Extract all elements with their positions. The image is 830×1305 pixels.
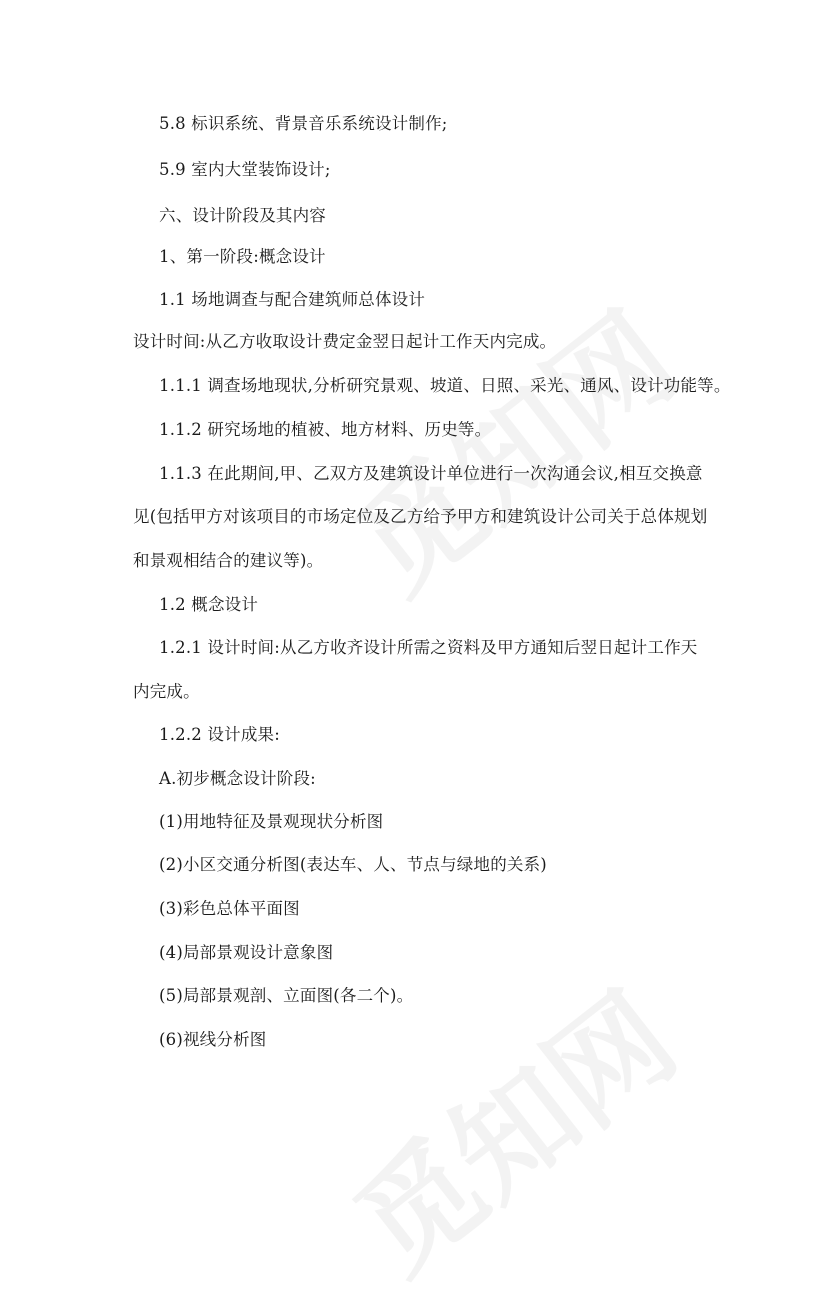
- paragraph-line: 和景观相结合的建议等)。: [133, 551, 324, 570]
- watermark: [315, 267, 705, 624]
- paragraph-line: 1.2.1 设计时间:从乙方收齐设计所需之资料及甲方通知后翌日起计工作天: [159, 638, 698, 657]
- list-item: (5)局部景观剖、立面图(各二个)。: [159, 986, 414, 1005]
- paragraph-line: 设计时间:从乙方收取设计费定金翌日起计工作天内完成。: [133, 332, 557, 351]
- paragraph-line: 5.8 标识系统、背景音乐系统设计制作;: [159, 114, 448, 133]
- paragraph-line: 1.1.1 调查场地现状,分析研究景观、坡道、日照、采光、通风、设计功能等。: [159, 376, 731, 395]
- paragraph-line: 内完成。: [133, 682, 200, 701]
- list-item: (3)彩色总体平面图: [159, 899, 300, 918]
- list-item: (4)局部景观设计意象图: [159, 943, 334, 962]
- paragraph-line: 1.1.2 研究场地的植被、地方材料、历史等。: [159, 420, 492, 439]
- section-heading: 六、设计阶段及其内容: [159, 206, 326, 225]
- paragraph-line: 1.2.2 设计成果:: [159, 725, 280, 744]
- section-heading: 1.2 概念设计: [159, 595, 259, 614]
- paragraph-line: 见(包括甲方对该项目的市场定位及乙方给予甲方和建筑设计公司关于总体规划: [133, 507, 708, 526]
- list-item: (1)用地特征及景观现状分析图: [159, 812, 384, 831]
- section-heading: 1.1 场地调查与配合建筑师总体设计: [159, 290, 426, 309]
- section-heading: 1、第一阶段:概念设计: [159, 247, 326, 266]
- paragraph-line: A.初步概念设计阶段:: [159, 769, 316, 788]
- list-item: (6)视线分析图: [159, 1030, 267, 1049]
- list-item: (2)小区交通分析图(表达车、人、节点与绿地的关系): [159, 855, 547, 874]
- paragraph-line: 5.9 室内大堂装饰设计;: [159, 160, 331, 179]
- paragraph-line: 1.1.3 在此期间,甲、乙双方及建筑设计单位进行一次沟通会议,相互交换意: [159, 464, 703, 483]
